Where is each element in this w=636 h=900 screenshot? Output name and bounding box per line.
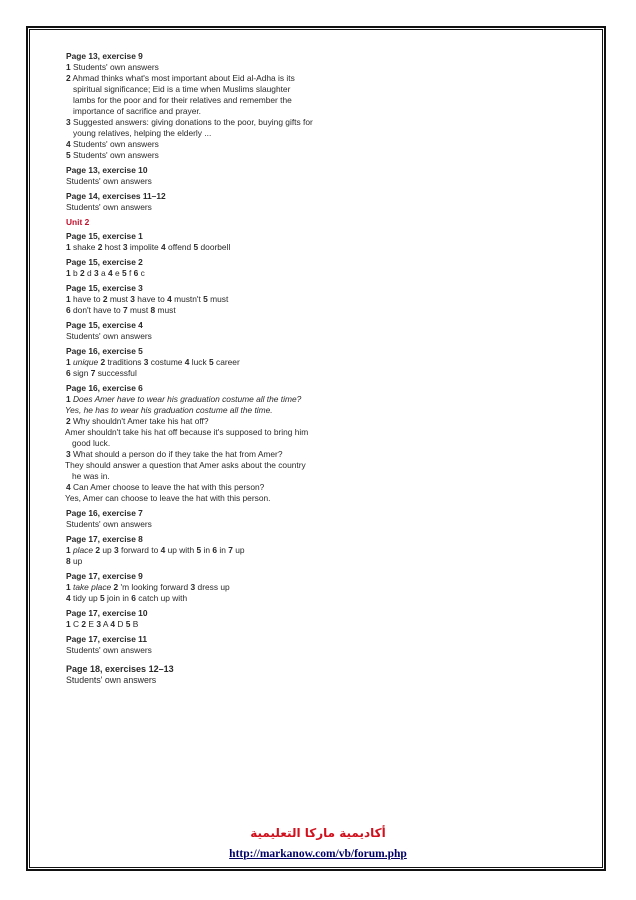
answer-item <box>66 117 313 139</box>
item-number: 2 <box>102 294 108 304</box>
item-text: impolite <box>129 242 159 252</box>
item-number: 3 <box>190 582 196 592</box>
item-number: 1 <box>66 268 71 278</box>
item-number: 7 <box>123 305 128 315</box>
question-item <box>66 482 313 493</box>
item-text: offend <box>168 242 192 252</box>
item-text: D <box>117 619 124 629</box>
item-text: in <box>203 545 210 555</box>
section-p13-ex9 <box>66 51 316 161</box>
item-text: c <box>140 268 145 278</box>
section-p18-ex12-13 <box>66 664 316 686</box>
item-number: 3 <box>143 357 149 367</box>
item-text: up <box>73 556 83 566</box>
item-text: in <box>219 545 226 555</box>
item-text: Ahmad thinks what's most important about Eid al-Adha is its spiritual significance; Eid is a time when Muslims slaughter lambs for the poor and for their relatives and remember the importance of sacrifice and prayer. <box>72 73 295 116</box>
item-text: must <box>210 294 229 304</box>
footer-academy-name: أكاديمية ماركا التعليمية <box>250 826 386 840</box>
item-number: 5 <box>196 545 202 555</box>
section-text: Students' own answers <box>66 331 152 341</box>
answer-text <box>66 427 312 449</box>
item-text: doorbell <box>200 242 231 252</box>
item-number: 5 <box>209 357 214 367</box>
answer-row <box>66 545 316 556</box>
item-text: host <box>104 242 121 252</box>
section-text: Students' own answers <box>66 519 152 529</box>
question-text: Does Amer have to wear his graduation costume all the time? <box>73 394 302 404</box>
item-text: successful <box>97 368 137 378</box>
section-text: Students' own answers <box>66 675 157 685</box>
item-text: must <box>109 294 128 304</box>
section-text: Students' own answers <box>66 176 152 186</box>
item-number: 3 <box>114 545 119 555</box>
answer-text <box>66 460 312 482</box>
item-number: 4 <box>161 242 166 252</box>
item-text: place <box>73 545 94 555</box>
question-text: Can Amer choose to leave the hat with this person? <box>73 482 265 492</box>
item-number: 7 <box>228 545 233 555</box>
question-text: What should a person do if they take the hat from Amer? <box>73 449 283 459</box>
answer-key <box>66 51 316 690</box>
section-heading: Page 15, exercise 2 <box>66 257 143 267</box>
section-p17-ex10 <box>66 608 316 630</box>
item-text: d <box>87 268 92 278</box>
section-p15-ex4 <box>66 320 316 342</box>
section-p15-ex2 <box>66 257 316 279</box>
item-number: 5 <box>66 150 71 160</box>
item-number: 1 <box>66 357 71 367</box>
item-number: 1 <box>66 394 71 404</box>
item-text: B <box>132 619 139 629</box>
answer-sentence: Yes, Amer can choose to leave the hat with this person. <box>65 493 271 503</box>
item-text: forward to <box>121 545 159 555</box>
item-number: 2 <box>81 619 87 629</box>
item-text: catch up with <box>138 593 188 603</box>
item-text: Students' own answers <box>73 62 159 72</box>
answer-row <box>66 582 316 593</box>
item-number: 1 <box>66 294 71 304</box>
question-item <box>66 416 313 427</box>
section-heading: Page 17, exercise 10 <box>66 608 148 618</box>
item-text: f <box>129 268 132 278</box>
answer-item <box>66 139 316 150</box>
answer-row <box>66 556 316 567</box>
section-p16-ex6 <box>66 383 316 504</box>
item-text: have to <box>137 294 165 304</box>
item-text: unique <box>73 357 99 367</box>
unit-heading: Unit 2 <box>66 217 90 227</box>
item-number: 1 <box>66 619 71 629</box>
question-item <box>66 449 313 460</box>
item-number: 2 <box>100 357 106 367</box>
item-number: 8 <box>150 305 156 315</box>
section-heading: Page 13, exercise 9 <box>66 51 143 61</box>
item-number: 4 <box>108 268 113 278</box>
item-text: C <box>73 619 80 629</box>
item-text: take place <box>73 582 112 592</box>
section-p16-ex5 <box>66 346 316 379</box>
section-p17-ex8 <box>66 534 316 567</box>
answer-row <box>66 268 316 279</box>
item-text: Students' own answers <box>73 139 159 149</box>
footer-link[interactable]: http://markanow.com/vb/forum.php <box>229 848 407 860</box>
question-item <box>66 394 313 405</box>
answer-row <box>66 294 316 305</box>
item-number: 4 <box>66 593 71 603</box>
item-number: 6 <box>131 593 136 603</box>
section-p15-ex3 <box>66 283 316 316</box>
section-p16-ex7 <box>66 508 316 530</box>
item-text: a <box>101 268 106 278</box>
item-number: 1 <box>66 62 71 72</box>
answer-row <box>66 357 316 368</box>
answer-sentence: They should answer a question that Amer asks about the country he was in. <box>65 460 306 481</box>
item-number: 6 <box>66 305 71 315</box>
answer-row <box>66 619 316 630</box>
answer-text <box>66 405 312 416</box>
item-text: A <box>102 619 108 629</box>
item-text: tidy up <box>73 593 98 603</box>
item-text: have to <box>73 294 101 304</box>
item-number: 2 <box>113 582 119 592</box>
section-text: Students' own answers <box>66 202 152 212</box>
section-heading: Page 15, exercise 1 <box>66 231 143 241</box>
item-number: 4 <box>66 139 71 149</box>
item-number: 6 <box>212 545 217 555</box>
item-text: luck <box>191 357 207 367</box>
item-number: 3 <box>66 117 71 127</box>
item-text: join in <box>107 593 129 603</box>
item-text: 'm looking forward <box>120 582 189 592</box>
item-text: don't have to <box>73 305 121 315</box>
section-heading: Page 18, exercises 12–13 <box>66 664 174 674</box>
item-number: 5 <box>125 619 131 629</box>
item-number: 2 <box>66 73 71 83</box>
section-heading: Page 15, exercise 4 <box>66 320 143 330</box>
item-number: 1 <box>66 545 71 555</box>
item-text: dress up <box>197 582 230 592</box>
item-text: b <box>73 268 78 278</box>
item-number: 3 <box>94 268 99 278</box>
item-number: 2 <box>97 242 103 252</box>
item-number: 5 <box>193 242 199 252</box>
item-number: 8 <box>66 556 71 566</box>
item-number: 3 <box>66 449 71 459</box>
item-number: 2 <box>80 268 85 278</box>
item-number: 5 <box>203 294 208 304</box>
answer-item <box>66 150 316 161</box>
item-text: mustn't <box>174 294 201 304</box>
item-text: E <box>88 619 94 629</box>
section-heading: Page 13, exercise 10 <box>66 165 148 175</box>
answer-row <box>66 368 316 379</box>
item-number: 4 <box>66 482 71 492</box>
item-text: shake <box>73 242 96 252</box>
answer-item <box>66 73 313 117</box>
section-heading: Page 16, exercise 6 <box>66 383 143 393</box>
answer-item <box>66 62 316 73</box>
section-text: Students' own answers <box>66 645 152 655</box>
section-p13-ex10 <box>66 165 316 187</box>
item-text: up with <box>167 545 195 555</box>
item-text: sign <box>73 368 89 378</box>
answer-sentence: Yes, he has to wear his graduation costume all the time. <box>65 405 273 415</box>
item-number: 4 <box>160 545 166 555</box>
item-number: 4 <box>110 619 115 629</box>
item-number: 5 <box>100 593 105 603</box>
item-number: 2 <box>66 416 71 426</box>
answer-sentence: Amer shouldn't take his hat off because it's supposed to bring him good luck. <box>65 427 309 448</box>
item-number: 1 <box>66 582 71 592</box>
answer-row <box>66 593 316 604</box>
section-heading: Page 16, exercise 7 <box>66 508 143 518</box>
item-text: e <box>115 268 120 278</box>
answer-row <box>66 242 316 253</box>
section-heading: Page 14, exercises 11–12 <box>66 191 166 201</box>
section-heading: Page 17, exercise 9 <box>66 571 143 581</box>
section-heading: Page 15, exercise 3 <box>66 283 143 293</box>
item-number: 5 <box>122 268 127 278</box>
section-p17-ex11 <box>66 634 316 656</box>
item-number: 3 <box>96 619 101 629</box>
question-text: Why shouldn't Amer take his hat off? <box>73 416 209 426</box>
section-p14-ex11-12 <box>66 191 316 213</box>
item-text: must <box>130 305 149 315</box>
item-text: Suggested answers: giving donations to the poor, buying gifts for young relatives, helping the elderly ... <box>73 117 313 138</box>
item-number: 2 <box>95 545 101 555</box>
section-p17-ex9 <box>66 571 316 604</box>
section-p15-ex1 <box>66 231 316 253</box>
item-number: 4 <box>167 294 172 304</box>
item-text: Students' own answers <box>73 150 159 160</box>
item-number: 3 <box>122 242 128 252</box>
section-heading: Page 16, exercise 5 <box>66 346 143 356</box>
item-number: 3 <box>130 294 135 304</box>
answer-row <box>66 305 316 316</box>
item-text: up <box>235 545 245 555</box>
item-number: 6 <box>66 368 71 378</box>
item-text: must <box>157 305 176 315</box>
item-number: 4 <box>184 357 190 367</box>
item-number: 1 <box>66 242 71 252</box>
item-number: 7 <box>90 368 96 378</box>
item-number: 6 <box>133 268 139 278</box>
answer-text <box>66 493 312 504</box>
section-heading: Page 17, exercise 8 <box>66 534 143 544</box>
item-text: up <box>102 545 112 555</box>
item-text: costume <box>150 357 183 367</box>
section-heading: Page 17, exercise 11 <box>66 634 148 644</box>
item-text: career <box>216 357 240 367</box>
item-text: traditions <box>107 357 142 367</box>
